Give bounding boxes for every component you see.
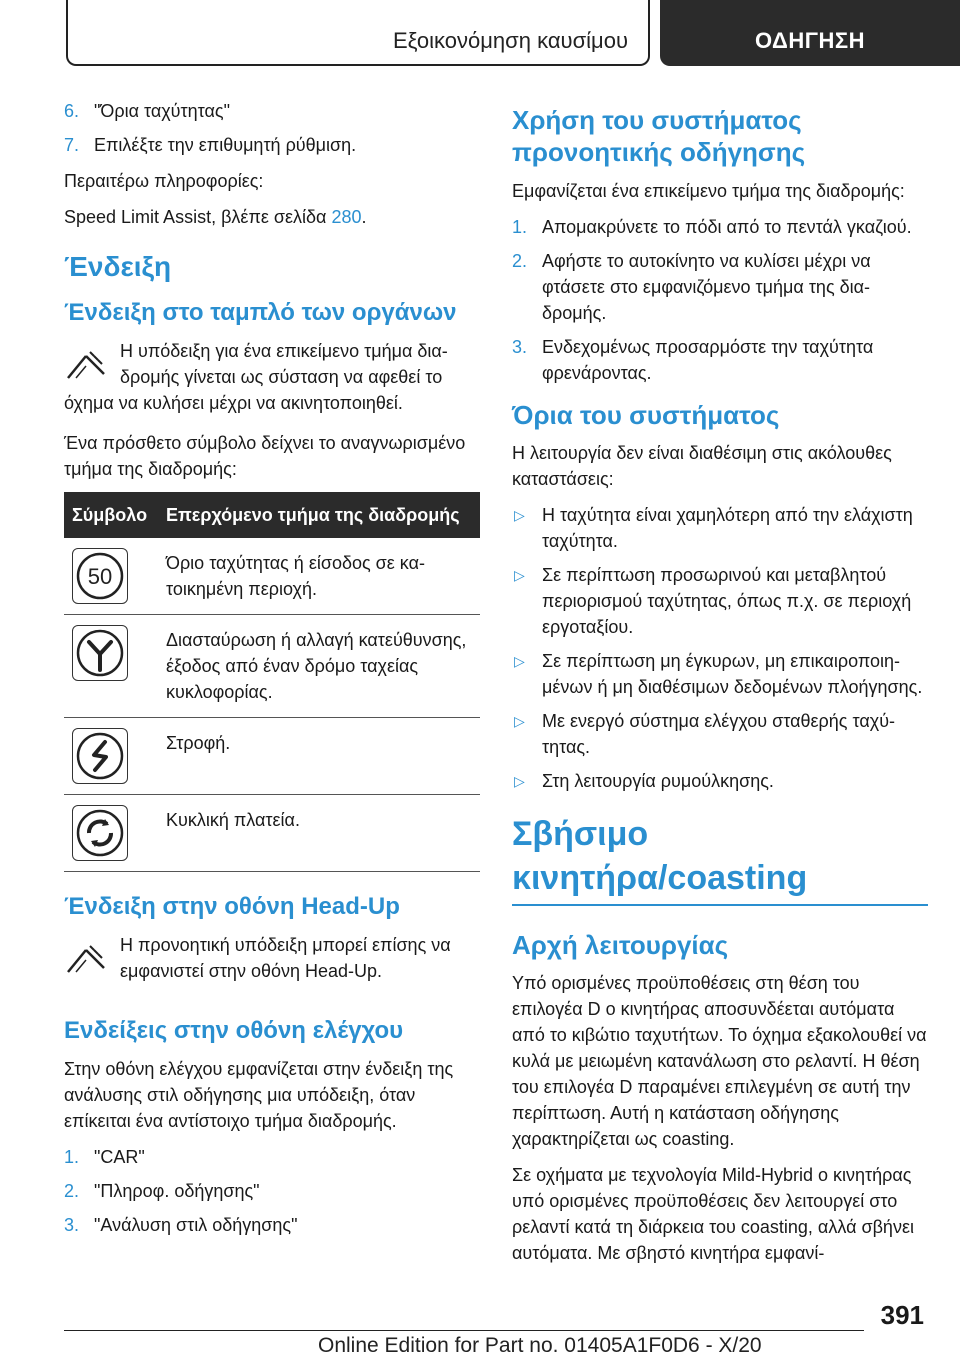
- junction-icon: [72, 625, 128, 681]
- heading-use-system: Χρήση του συστήματος προνοητικής οδήγησης: [512, 105, 806, 167]
- list-item: [512, 214, 928, 240]
- triangle-bullet-icon: ▷: [514, 653, 525, 669]
- list-text: "Ανάλυση στιλ οδήγησης": [94, 1215, 298, 1235]
- steps-list-1: [64, 98, 480, 158]
- page-number: 391: [880, 1300, 924, 1330]
- list-number: 7.: [64, 135, 80, 155]
- list-number: 1.: [64, 1147, 80, 1167]
- list-text: Με ενεργό σύστημα ελέγχου σταθερής ταχύτητας.: [542, 711, 896, 757]
- heading-coasting: Σβήσιμο κινητήρα/coasting: [512, 812, 928, 906]
- left-column: [64, 98, 480, 1248]
- list-number: 3.: [512, 337, 528, 357]
- speed-limit-value: 50: [87, 564, 113, 589]
- list-item: [512, 768, 928, 794]
- triangle-bullet-icon: ▷: [514, 567, 525, 583]
- steps-list-2: [64, 1144, 480, 1238]
- triangle-bullet-icon: ▷: [514, 713, 525, 729]
- list-text: Σε περίπτωση προσωρινού και μεταβλητού περιορισμού ταχύτητας, όπως π.χ. σε περιοχή εργοταξίου.: [542, 565, 912, 637]
- table-row: [64, 538, 480, 615]
- right-column: [512, 98, 928, 1276]
- list-text: "CAR": [94, 1147, 145, 1167]
- list-number: 3.: [64, 1215, 80, 1235]
- note-text: Η προνοητική υπόδειξη μπορεί επίσης να εμφανιστεί στην οθόνη Head-Up.: [120, 935, 451, 981]
- limits-text: Η λειτουργία δεν είναι διαθέσιμη στις ακόλουθες καταστάσεις:: [512, 443, 892, 489]
- principle-paragraph-2: Σε οχήματα με τεχνολογία Mild-Hybrid ο κινητήρας υπό ορισμένες προϋποθέσεις δεν λειτουργεί στο ρελαντί κατά τη διάρκεια του coasting, αλλά σβήνει αυτόματα. Με σβηστό κινητήρα εμφανί-: [512, 1165, 914, 1263]
- extra-symbol-text: Ένα πρόσθετο σύμβολο δείχνει το αναγνωρισμένο τμήμα της διαδρομής:: [64, 433, 466, 479]
- list-item: [64, 1212, 480, 1238]
- list-number: 1.: [512, 217, 528, 237]
- list-text: "Πληροφ. οδήγησης": [94, 1181, 260, 1201]
- list-text: Σε περίπτωση μη έγκυρων, μη επικαιροποιημένων ή μη διαθέσιμων δεδομένων πλοήγησης.: [542, 651, 923, 697]
- list-item: [64, 1178, 480, 1204]
- heading-system-limits: Όρια του συστήματος: [512, 400, 780, 430]
- list-item: [512, 248, 928, 326]
- list-text: Επιλέξτε την επιθυμητή ρύθμιση.: [94, 135, 357, 155]
- list-item: [512, 502, 928, 554]
- note-text-tail: όχημα να κυλήσει μέχρι να ακινητοποιηθεί.: [64, 393, 403, 413]
- table-row: [64, 615, 480, 718]
- table-header-row: [64, 492, 480, 538]
- list-text: Η ταχύτητα είναι χαμηλότερη από την ελάχιστη ταχύτητα.: [542, 505, 913, 551]
- heading-principle: Αρχή λειτουργίας: [512, 930, 729, 960]
- header-section-box: [66, 0, 650, 66]
- heading-dashboard: Ένδειξη στο ταμπλό των οργάνων: [64, 299, 457, 326]
- footer-edition: Online Edition for Part no. 01405A1F0D6 - X/20: [318, 1334, 762, 1357]
- table-header-symbol: Σύμβολο: [64, 492, 158, 538]
- footer-divider: [64, 1330, 864, 1331]
- table-row: [64, 795, 480, 872]
- symbol-table: [64, 492, 480, 872]
- triangle-bullet-icon: ▷: [514, 507, 525, 523]
- note-icon: [64, 936, 108, 980]
- header-chapter-tab[interactable]: ΟΔΗΓΗΣΗ: [660, 0, 960, 66]
- limits-bullet-list: [512, 502, 928, 794]
- list-number: 2.: [512, 251, 528, 271]
- more-info-label: Περαιτέρω πληροφορίες:: [64, 171, 264, 191]
- use-text: Εμφανίζεται ένα επικείμενο τμήμα της διαδρομής:: [512, 181, 905, 201]
- note-text: Η υπόδειξη για ένα επικείμενο τμήμα διαδρομής γίνεται ως σύσταση να αφεθεί το: [120, 341, 448, 387]
- heading-headup: Ένδειξη στην οθόνη Head-Up: [64, 893, 400, 920]
- table-header-segment: Επερχόμενο τμήμα της διαδρομής: [158, 492, 480, 538]
- list-item: [512, 334, 928, 386]
- list-number: 2.: [64, 1181, 80, 1201]
- speed-limit-text: Speed Limit Assist, βλέπε σελίδα: [64, 207, 332, 227]
- note-block: [64, 338, 480, 416]
- list-item: [512, 648, 928, 700]
- speed-limit-50-icon: [72, 548, 128, 604]
- list-item: [512, 708, 928, 760]
- speed-limit-ref: [64, 204, 480, 230]
- table-row: [64, 718, 480, 795]
- table-cell: Διασταύρωση ή αλλαγή κατεύθυνσης, έξοδος από έναν δρόμο ταχείας κυκλοφορίας.: [158, 615, 480, 718]
- heading-display: Ένδειξη: [64, 251, 172, 282]
- table-cell: Κυκλική πλατεία.: [158, 795, 480, 872]
- list-item: [64, 1144, 480, 1170]
- list-text: Στη λειτουργία ρυμούλκησης.: [542, 771, 774, 791]
- list-item: [512, 562, 928, 640]
- list-item: [64, 98, 480, 124]
- heading-control-display: Ενδείξεις στην οθόνη ελέγχου: [64, 1017, 404, 1044]
- control-text: Στην οθόνη ελέγχου εμφανίζεται στην ένδειξη της ανάλυσης στιλ οδήγησης μια υπόδειξη, όταν επίκειται ένα αντίστοιχο τμήμα διαδρομής.: [64, 1059, 454, 1131]
- header-section-title: Εξοικονόμηση καυσίμου: [393, 28, 628, 53]
- list-text: Ενδεχομένως προσαρμόστε την ταχύτητα φρενάροντας.: [542, 337, 874, 383]
- roundabout-icon: [72, 805, 128, 861]
- curve-icon: [72, 728, 128, 784]
- principle-paragraph-1: Υπό ορισμένες προϋποθέσεις στη θέση του επιλογέα D ο κινητήρας αποσυνδέεται αυτόματα από το κιβώτιο ταχυτήτων. Το όχημα εξακολουθεί να κυλά με μειωμένη κατανάλωση στο ρελαντί. Η θέση του επιλογέα D παραμένει επιλεγμένη σε αυτή την περίπτωση. Αυτή η κατάσταση οδήγησης χαρακτηρίζεται ως coasting.: [512, 973, 927, 1149]
- list-text: Αφήστε το αυτοκίνητο να κυλίσει μέχρι να φτάσετε στο εμφανιζόμενο τμήμα της διαδρομής.: [542, 251, 871, 323]
- triangle-bullet-icon: ▷: [514, 773, 525, 789]
- note-icon: [64, 342, 108, 386]
- table-cell: Στροφή.: [158, 718, 480, 795]
- list-item: [64, 132, 480, 158]
- list-text: Απομακρύνετε το πόδι από το πεντάλ γκαζιού.: [542, 217, 912, 237]
- page-link[interactable]: 280: [331, 207, 362, 227]
- note-block: [64, 932, 480, 1002]
- speed-limit-suffix: .: [361, 207, 367, 227]
- steps-list-3: [512, 214, 928, 386]
- table-cell: Όριο ταχύτητας ή είσοδος σε κατοικημένη περιοχή.: [158, 538, 480, 615]
- list-text: "Όρια ταχύτητας": [94, 101, 230, 121]
- page-header: [0, 0, 960, 66]
- list-number: 6.: [64, 101, 80, 121]
